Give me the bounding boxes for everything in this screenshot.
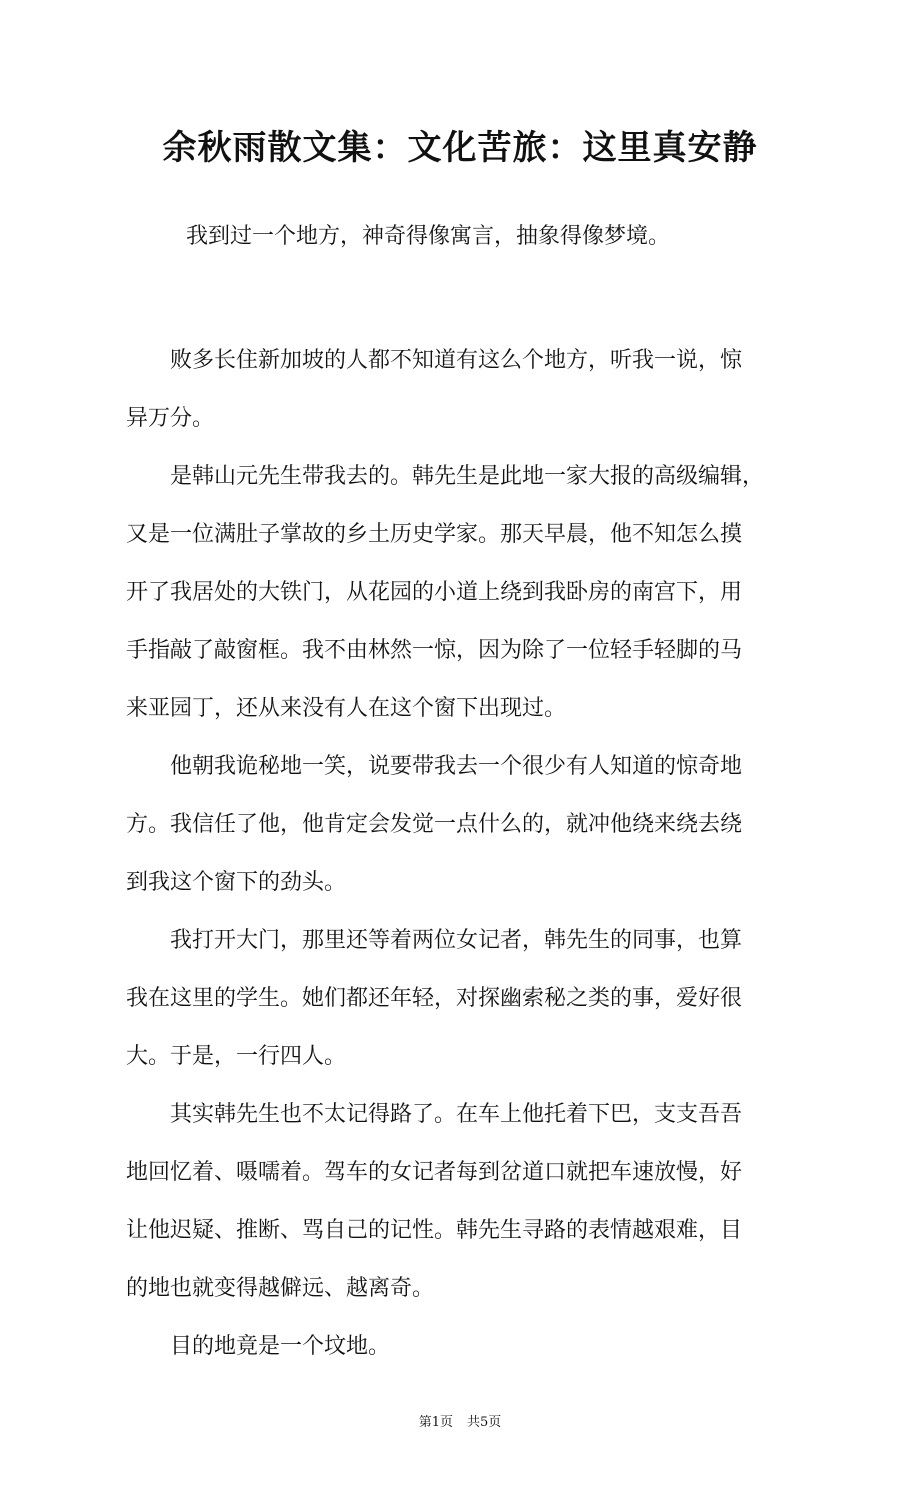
intro-line: 我到过一个地方，神奇得像寓言，抽象得像梦境。 [186,224,671,249]
page-title: 余秋雨散文集：文化苦旅：这里真安静 [162,128,758,168]
paragraph-5: 其实韩先生也不太记得路了。在车上他托着下巴，支支吾吾 地回忆着、嗫嚅着。驾车的女记者每到岔道口就把车速放慢，好 让他迟疑、推断、骂自己的记性。韩先生寻路的表情越艰难，目 的地也就变得越僻远、越离奇。 [126,1102,743,1301]
paragraph-2: 是韩山元先生带我去的。韩先生是此地一家大报的高级编辑， 又是一位满肚子掌故的乡土历史学家。那天早晨，他不知怎么摸 开了我居处的大铁门，从花园的小道上绕到我卧房的南宫下，用 手指敲了敲窗框。我不由林然一惊，因为除了一位轻手轻脚的马 来亚园丁，还从来没有人在这个窗下出现过。 [126,464,765,721]
page-number: 第1页 [418,1415,453,1430]
paragraph-4: 我打开大门，那里还等着两位女记者，韩先生的同事，也算 我在这里的学生。她们都还年轻，对探幽索秘之类的事，爱好很 大。于是，一行四人。 [126,928,743,1069]
body-text [126,332,806,1376]
paragraph-1: 败多长住新加坡的人都不知道有这么个地方，听我一说，惊 异万分。 [126,348,743,431]
page-footer [0,1414,920,1432]
page-total: 共5页 [467,1415,502,1430]
paragraph-3: 他朝我诡秘地一笑，说要带我去一个很少有人知道的惊奇地 方。我信任了他，他肯定会发觉一点什么的，就冲他绕来绕去绕 到我这个窗下的劲头。 [126,754,743,895]
paragraph-6: 目的地竟是一个坟地。 [170,1334,391,1359]
